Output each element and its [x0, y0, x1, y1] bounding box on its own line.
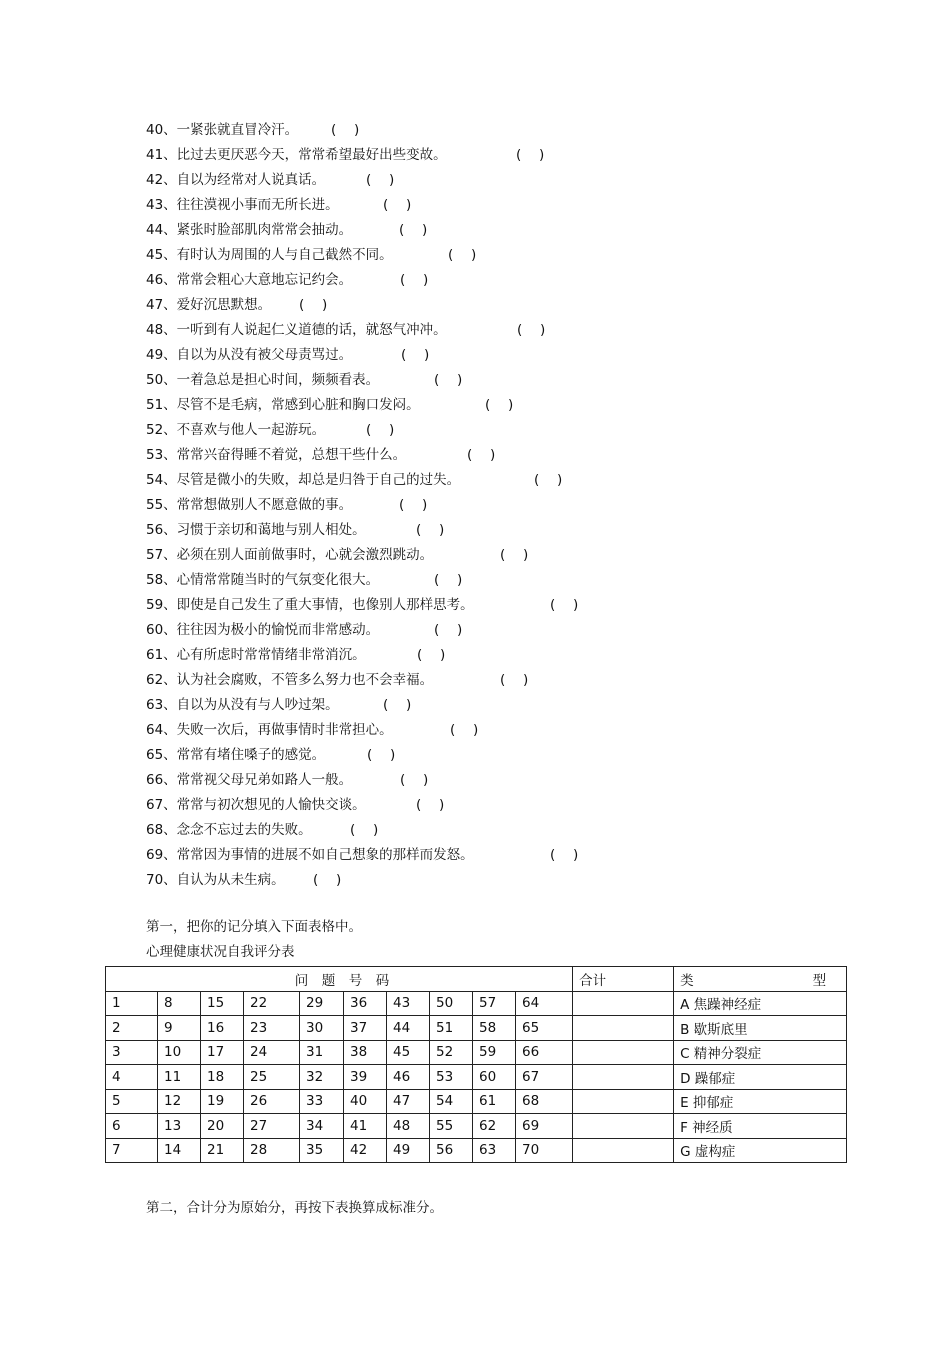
answer-parentheses[interactable]: ( ): [434, 622, 463, 638]
question-number-cell: 31: [300, 1040, 344, 1065]
question-number-cell: 52: [430, 1040, 473, 1065]
question-item: [146, 796, 445, 814]
question-item: [146, 446, 496, 464]
question-number-cell: 44: [387, 1016, 430, 1041]
question-number-cell: 13: [158, 1114, 201, 1139]
question-number-cell: 63: [473, 1138, 516, 1163]
answer-parentheses[interactable]: ( ): [313, 872, 342, 888]
question-number-cell: 28: [244, 1138, 300, 1163]
question-number-cell: 42: [344, 1138, 387, 1163]
question-number-cell: 53: [430, 1065, 473, 1090]
question-number-cell: 61: [473, 1089, 516, 1114]
question-text: 53、常常兴奋得睡不着觉，总想干些什么。: [146, 447, 407, 463]
question-number-cell: 55: [430, 1114, 473, 1139]
question-number-cell: 4: [106, 1065, 158, 1090]
type-cell: D 躁郁症: [674, 1065, 847, 1090]
question-number-cell: 66: [516, 1040, 573, 1065]
question-number-cell: 69: [516, 1114, 573, 1139]
question-text: 54、尽管是微小的失败，却总是归咎于自己的过失。: [146, 472, 461, 488]
header-type-a: 类: [680, 972, 694, 989]
question-number-cell: 5: [106, 1089, 158, 1114]
total-cell[interactable]: [573, 1040, 674, 1065]
question-text: 45、有时认为周围的人与自己截然不同。: [146, 247, 393, 263]
question-text: 52、不喜欢与他人一起游玩。: [146, 422, 326, 438]
total-cell[interactable]: [573, 1138, 674, 1163]
question-number-cell: 45: [387, 1040, 430, 1065]
question-number-cell: 56: [430, 1138, 473, 1163]
question-number-cell: 18: [201, 1065, 244, 1090]
question-item: [146, 846, 579, 864]
question-number-cell: 19: [201, 1089, 244, 1114]
question-text: 67、常常与初次想见的人愉快交谈。: [146, 797, 366, 813]
question-item: [146, 646, 446, 664]
type-cell: F 神经质: [674, 1114, 847, 1139]
answer-parentheses[interactable]: ( ): [550, 597, 579, 613]
question-item: [146, 671, 529, 689]
question-number-cell: 60: [473, 1065, 516, 1090]
answer-parentheses[interactable]: ( ): [366, 172, 395, 188]
answer-parentheses[interactable]: ( ): [331, 122, 360, 138]
question-number-cell: 57: [473, 991, 516, 1016]
answer-parentheses[interactable]: ( ): [383, 697, 412, 713]
question-number-cell: 65: [516, 1016, 573, 1041]
answer-parentheses[interactable]: ( ): [448, 247, 477, 263]
question-number-cell: 33: [300, 1089, 344, 1114]
question-number-cell: 59: [473, 1040, 516, 1065]
answer-parentheses[interactable]: ( ): [500, 672, 529, 688]
question-item: [146, 771, 429, 789]
header-total: 合计: [573, 967, 674, 992]
question-text: 49、自以为从没有被父母责骂过。: [146, 347, 353, 363]
question-item: [146, 371, 463, 389]
question-text: 50、一着急总是担心时间，频频看表。: [146, 372, 380, 388]
question-number-cell: 30: [300, 1016, 344, 1041]
question-number-cell: 17: [201, 1040, 244, 1065]
question-number-cell: 70: [516, 1138, 573, 1163]
question-number-cell: 26: [244, 1089, 300, 1114]
question-text: 48、一听到有人说起仁义道德的话，就怒气冲冲。: [146, 322, 447, 338]
question-number-cell: 21: [201, 1138, 244, 1163]
question-text: 66、常常视父母兄弟如路人一般。: [146, 772, 353, 788]
answer-parentheses[interactable]: ( ): [366, 422, 395, 438]
question-item: [146, 421, 395, 439]
table-row: [106, 1089, 847, 1114]
question-item: [146, 271, 429, 289]
instruction-2: 第二，合计分为原始分，再按下表换算成标准分。: [146, 1200, 443, 1216]
question-text: 43、往往漠视小事而无所长进。: [146, 197, 339, 213]
table-row: [106, 1040, 847, 1065]
question-number-cell: 11: [158, 1065, 201, 1090]
question-number-cell: 54: [430, 1089, 473, 1114]
table-row: [106, 1065, 847, 1090]
question-number-cell: 64: [516, 991, 573, 1016]
type-cell: B 歇斯底里: [674, 1016, 847, 1041]
question-text: 63、自以为从没有与人吵过架。: [146, 697, 339, 713]
question-item: [146, 196, 412, 214]
question-number-cell: 12: [158, 1089, 201, 1114]
question-number-cell: 3: [106, 1040, 158, 1065]
question-number-cell: 46: [387, 1065, 430, 1090]
question-text: 65、常常有堵住嗓子的感觉。: [146, 747, 326, 763]
question-number-cell: 32: [300, 1065, 344, 1090]
question-item: [146, 321, 546, 339]
score-table: [105, 966, 847, 1163]
table-row: [106, 991, 847, 1016]
question-number-cell: 37: [344, 1016, 387, 1041]
answer-parentheses[interactable]: ( ): [399, 497, 428, 513]
question-number-cell: 48: [387, 1114, 430, 1139]
question-text: 42、自以为经常对人说真话。: [146, 172, 326, 188]
question-number-cell: 15: [201, 991, 244, 1016]
question-number-cell: 51: [430, 1016, 473, 1041]
question-item: [146, 621, 463, 639]
question-number-cell: 50: [430, 991, 473, 1016]
question-number-cell: 43: [387, 991, 430, 1016]
question-number-cell: 68: [516, 1089, 573, 1114]
question-item: [146, 521, 445, 539]
question-item: [146, 546, 529, 564]
question-number-cell: 39: [344, 1065, 387, 1090]
question-number-cell: 1: [106, 991, 158, 1016]
question-number-cell: 27: [244, 1114, 300, 1139]
question-text: 64、失败一次后，再做事情时非常担心。: [146, 722, 393, 738]
question-item: [146, 496, 428, 514]
answer-parentheses[interactable]: ( ): [399, 222, 428, 238]
answer-parentheses[interactable]: ( ): [416, 522, 445, 538]
question-text: 69、常常因为事情的进展不如自己想象的那样而发怒。: [146, 847, 474, 863]
table-row: [106, 1114, 847, 1139]
question-item: [146, 296, 328, 314]
table-title: 心理健康状况自我评分表: [146, 944, 295, 960]
answer-parentheses[interactable]: ( ): [450, 722, 479, 738]
question-number-cell: 67: [516, 1065, 573, 1090]
answer-parentheses[interactable]: ( ): [534, 472, 563, 488]
question-number-cell: 16: [201, 1016, 244, 1041]
question-number-cell: 7: [106, 1138, 158, 1163]
question-number-cell: 35: [300, 1138, 344, 1163]
question-item: [146, 396, 514, 414]
question-number-cell: 24: [244, 1040, 300, 1065]
answer-parentheses[interactable]: ( ): [401, 347, 430, 363]
question-number-cell: 25: [244, 1065, 300, 1090]
question-text: 62、认为社会腐败，不管多么努力也不会幸福。: [146, 672, 434, 688]
question-text: 55、常常想做别人不愿意做的事。: [146, 497, 353, 513]
table-header-row: [106, 967, 847, 992]
question-number-cell: 23: [244, 1016, 300, 1041]
total-cell[interactable]: [573, 1016, 674, 1041]
answer-parentheses[interactable]: ( ): [350, 822, 379, 838]
question-item: [146, 121, 360, 139]
answer-parentheses[interactable]: ( ): [299, 297, 328, 313]
question-number-cell: 58: [473, 1016, 516, 1041]
question-number-cell: 9: [158, 1016, 201, 1041]
question-number-cell: 2: [106, 1016, 158, 1041]
question-text: 51、尽管不是毛病，常感到心脏和胸口发闷。: [146, 397, 420, 413]
answer-parentheses[interactable]: ( ): [416, 797, 445, 813]
type-cell: C 精神分裂症: [674, 1040, 847, 1065]
answer-parentheses[interactable]: ( ): [467, 447, 496, 463]
answer-parentheses[interactable]: ( ): [383, 197, 412, 213]
question-number-cell: 40: [344, 1089, 387, 1114]
answer-parentheses[interactable]: ( ): [417, 647, 446, 663]
total-cell[interactable]: [573, 1114, 674, 1139]
question-item: [146, 246, 477, 264]
question-text: 40、一紧张就直冒冷汗。: [146, 122, 299, 138]
answer-parentheses[interactable]: ( ): [517, 322, 546, 338]
question-number-cell: 20: [201, 1114, 244, 1139]
question-text: 61、心有所虑时常常情绪非常消沉。: [146, 647, 366, 663]
question-number-cell: 10: [158, 1040, 201, 1065]
question-item: [146, 821, 379, 839]
answer-parentheses[interactable]: ( ): [367, 747, 396, 763]
question-text: 41、比过去更厌恶今天，常常希望最好出些变故。: [146, 147, 447, 163]
question-number-cell: 41: [344, 1114, 387, 1139]
question-item: [146, 346, 430, 364]
total-cell[interactable]: [573, 1089, 674, 1114]
question-number-cell: 47: [387, 1089, 430, 1114]
question-text: 57、必须在别人面前做事时，心就会激烈跳动。: [146, 547, 434, 563]
question-item: [146, 721, 479, 739]
question-number-cell: 38: [344, 1040, 387, 1065]
question-item: [146, 146, 545, 164]
question-text: 70、自认为从未生病。: [146, 872, 285, 888]
question-number-cell: 8: [158, 991, 201, 1016]
question-number-cell: 62: [473, 1114, 516, 1139]
total-cell[interactable]: [573, 991, 674, 1016]
header-question-numbers: 问 题 号 码: [106, 967, 573, 992]
answer-parentheses[interactable]: ( ): [485, 397, 514, 413]
answer-parentheses[interactable]: ( ): [550, 847, 579, 863]
question-item: [146, 221, 428, 239]
answer-parentheses[interactable]: ( ): [400, 772, 429, 788]
question-text: 44、紧张时脸部肌肉常常会抽动。: [146, 222, 353, 238]
answer-parentheses[interactable]: ( ): [500, 547, 529, 563]
total-cell[interactable]: [573, 1065, 674, 1090]
question-text: 58、心情常常随当时的气氛变化很大。: [146, 572, 380, 588]
instruction-1: 第一，把你的记分填入下面表格中。: [146, 919, 362, 935]
question-item: [146, 596, 579, 614]
question-text: 46、常常会粗心大意地忘记约会。: [146, 272, 353, 288]
type-cell: E 抑郁症: [674, 1089, 847, 1114]
answer-parentheses[interactable]: ( ): [400, 272, 429, 288]
question-number-cell: 22: [244, 991, 300, 1016]
question-text: 68、念念不忘过去的失败。: [146, 822, 312, 838]
question-number-cell: 6: [106, 1114, 158, 1139]
table-row: [106, 1016, 847, 1041]
type-cell: G 虚构症: [674, 1138, 847, 1163]
question-number-cell: 29: [300, 991, 344, 1016]
question-text: 56、习惯于亲切和蔼地与别人相处。: [146, 522, 366, 538]
question-number-cell: 49: [387, 1138, 430, 1163]
question-item: [146, 696, 412, 714]
question-item: [146, 571, 463, 589]
table-row: [106, 1138, 847, 1163]
question-item: [146, 871, 342, 889]
header-type-b: 型: [812, 972, 827, 989]
question-item: [146, 746, 396, 764]
question-number-cell: 14: [158, 1138, 201, 1163]
question-text: 59、即使是自己发生了重大事情，也像别人那样思考。: [146, 597, 474, 613]
answer-parentheses[interactable]: ( ): [434, 572, 463, 588]
question-item: [146, 471, 563, 489]
answer-parentheses[interactable]: ( ): [516, 147, 545, 163]
answer-parentheses[interactable]: ( ): [434, 372, 463, 388]
header-type: [674, 967, 847, 992]
question-text: 60、往往因为极小的愉悦而非常感动。: [146, 622, 380, 638]
question-number-cell: 34: [300, 1114, 344, 1139]
question-item: [146, 171, 395, 189]
type-cell: A 焦躁神经症: [674, 991, 847, 1016]
question-text: 47、爱好沉思默想。: [146, 297, 272, 313]
question-number-cell: 36: [344, 991, 387, 1016]
